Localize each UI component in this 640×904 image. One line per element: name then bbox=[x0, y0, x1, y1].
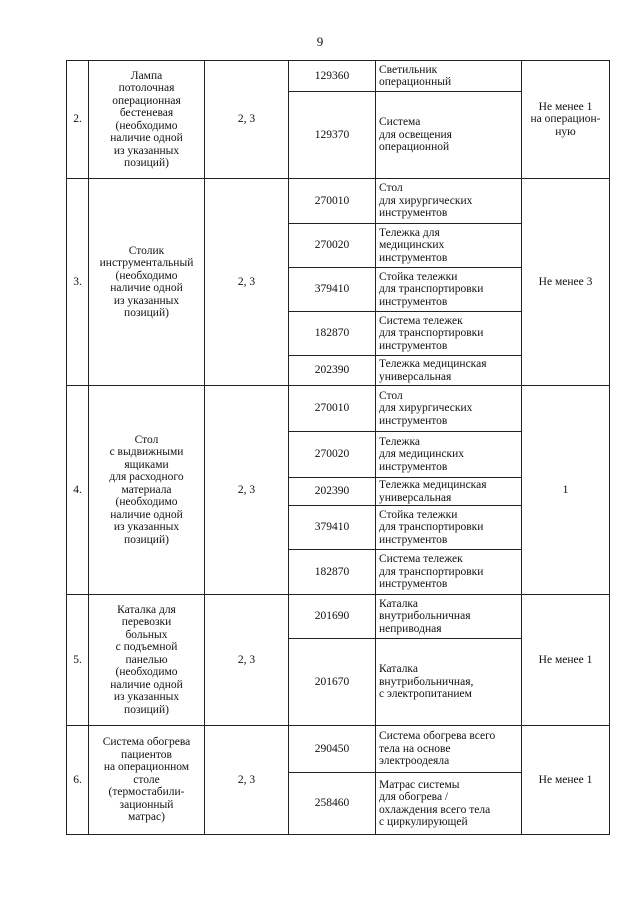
equipment-name: Лампа потолочная операционная бестеневая (необходимо наличие одной из указанных позиций) bbox=[89, 61, 205, 179]
item-description: Тележка для медицинских инструментов bbox=[376, 224, 522, 268]
item-description: Каталка внутрибольничная неприводная bbox=[376, 595, 522, 639]
code-cell: 258460 bbox=[289, 773, 376, 835]
code-cell: 270020 bbox=[289, 432, 376, 478]
code-cell: 129370 bbox=[289, 92, 376, 179]
page-number: 9 bbox=[316, 34, 324, 49]
quantity-cell: Не менее 1 на операцион- ную bbox=[522, 61, 610, 179]
item-description: Матрас системы для обогрева / охлаждения всего тела с циркулирующей bbox=[376, 773, 522, 835]
code-cell: 202390 bbox=[289, 356, 376, 386]
item-description: Система обогрева всего тела на основе электроодеяла bbox=[376, 726, 522, 773]
code-cell: 270010 bbox=[289, 179, 376, 224]
code-cell: 129360 bbox=[289, 61, 376, 92]
table-row bbox=[67, 179, 610, 224]
quantity-cell: 1 bbox=[522, 386, 610, 595]
class-cell: 2, 3 bbox=[205, 595, 289, 726]
row-number: 3. bbox=[67, 179, 89, 386]
item-description: Светильник операционный bbox=[376, 61, 522, 92]
code-cell: 201690 bbox=[289, 595, 376, 639]
equipment-name: Столик инструментальный (необходимо наличие одной из указанных позиций) bbox=[89, 179, 205, 386]
quantity-cell: Не менее 3 bbox=[522, 179, 610, 386]
code-cell: 270020 bbox=[289, 224, 376, 268]
code-cell: 182870 bbox=[289, 312, 376, 356]
item-description: Каталка внутрибольничная, с электропитанием bbox=[376, 639, 522, 726]
item-description: Стол для хирургических инструментов bbox=[376, 386, 522, 432]
code-cell: 379410 bbox=[289, 506, 376, 550]
item-description: Система тележек для транспортировки инструментов bbox=[376, 312, 522, 356]
equipment-name: Стол с выдвижными ящиками для расходного материала (необходимо наличие одной из указанных позиций) bbox=[89, 386, 205, 595]
item-description: Стойка тележки для транспортировки инструментов bbox=[376, 506, 522, 550]
code-cell: 201670 bbox=[289, 639, 376, 726]
code-cell: 182870 bbox=[289, 550, 376, 595]
table-row bbox=[67, 726, 610, 773]
equipment-name: Каталка для перевозки больных с подъемной панелью (необходимо наличие одной из указанных позиций) bbox=[89, 595, 205, 726]
quantity-cell: Не менее 1 bbox=[522, 595, 610, 726]
item-description: Система тележек для транспортировки инструментов bbox=[376, 550, 522, 595]
item-description: Система для освещения операционной bbox=[376, 92, 522, 179]
code-cell: 202390 bbox=[289, 478, 376, 506]
table-row bbox=[67, 61, 610, 92]
item-description: Тележка медицинская универсальная bbox=[376, 356, 522, 386]
table-row bbox=[67, 595, 610, 639]
table-row bbox=[67, 386, 610, 432]
item-description: Стол для хирургических инструментов bbox=[376, 179, 522, 224]
quantity-cell: Не менее 1 bbox=[522, 726, 610, 835]
row-number: 6. bbox=[67, 726, 89, 835]
item-description: Тележка медицинская универсальная bbox=[376, 478, 522, 506]
item-description: Стойка тележки для транспортировки инструментов bbox=[376, 268, 522, 312]
class-cell: 2, 3 bbox=[205, 726, 289, 835]
item-description: Тележка для медицинских инструментов bbox=[376, 432, 522, 478]
code-cell: 270010 bbox=[289, 386, 376, 432]
code-cell: 290450 bbox=[289, 726, 376, 773]
row-number: 4. bbox=[67, 386, 89, 595]
row-number: 5. bbox=[67, 595, 89, 726]
class-cell: 2, 3 bbox=[205, 179, 289, 386]
equipment-name: Система обогрева пациентов на операционном столе (термостабили- зационный матрас) bbox=[89, 726, 205, 835]
class-cell: 2, 3 bbox=[205, 61, 289, 179]
equipment-table bbox=[66, 60, 610, 835]
code-cell: 379410 bbox=[289, 268, 376, 312]
class-cell: 2, 3 bbox=[205, 386, 289, 595]
row-number: 2. bbox=[67, 61, 89, 179]
